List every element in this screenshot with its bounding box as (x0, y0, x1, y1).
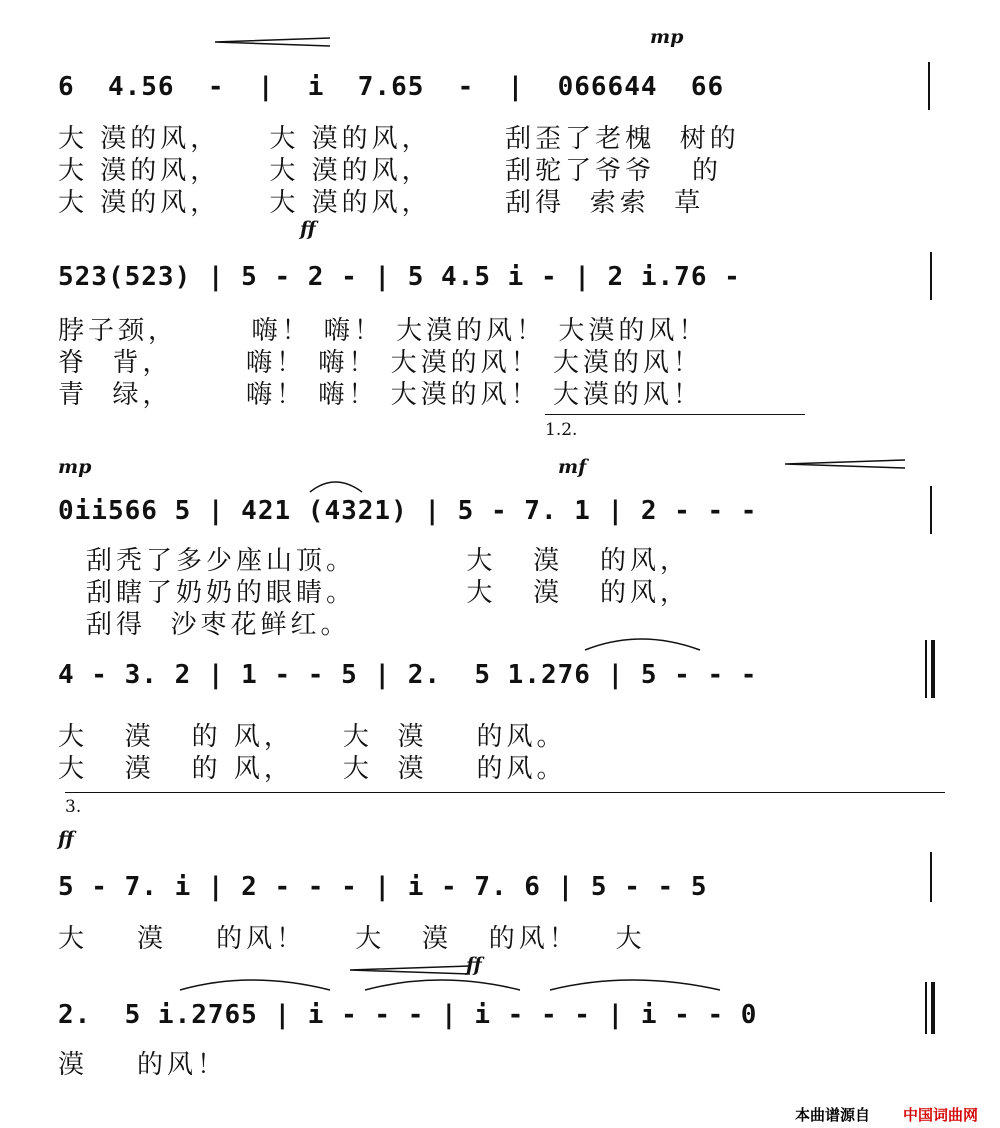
notes-line-4: 4 - 3. 2 | 1 - - 5 | 2. 5 1.276 | 5 - - - (58, 660, 758, 690)
diminuendo-hairpin (215, 38, 330, 46)
dynamic-ff-5: ff (58, 828, 74, 850)
lyric-2-3: 青 绿， 嗨！ 嗨！ 大漠的风！ 大漠的风！ (58, 380, 703, 410)
lyric-4-1: 大 漠 的 风， 大 漠 的风。 (58, 722, 567, 752)
slur (365, 980, 520, 990)
lyric-3-1: 刮秃了多少座山顶。 大 漠 的风， (86, 546, 690, 576)
dynamic-ff-6: ff (466, 954, 482, 976)
dynamic-mf-3: mf (558, 456, 587, 478)
notes-line-3: 0ii566 5 | 421 (4321) | 5 - 7. 1 | 2 - - - (58, 496, 758, 526)
lyric-2-1: 脖子颈， 嗨！ 嗨！ 大漠的风！ 大漠的风！ (58, 316, 709, 346)
footer-source: 本曲谱源自 (795, 1106, 871, 1124)
lyric-1-3: 大 漠的风， 大 漠的风， 刮得 索索 草 (58, 188, 705, 218)
lyric-2-2: 脊 背， 嗨！ 嗨！ 大漠的风！ 大漠的风！ (58, 348, 703, 378)
lyric-3-3: 刮得 沙枣花鲜红。 (86, 610, 351, 640)
dynamic-mp-3: mp (58, 456, 92, 478)
notes-line-6: 2. 5 i.2765 | i - - - | i - - - | i - - 0 (58, 1000, 758, 1030)
footer-site-link[interactable]: 中国词曲网 (903, 1106, 979, 1124)
lyric-3-2: 刮瞎了奶奶的眼睛。 大 漠 的风， (86, 578, 690, 608)
dynamic-ff-2: ff (300, 218, 316, 240)
lyric-1-1: 大 漠的风， 大 漠的风， 刮歪了老槐 树的 (58, 124, 740, 154)
slur (310, 482, 362, 492)
notes-line-1: 6 4.56 - | i 7.65 - | 066644 66 (58, 72, 725, 102)
volta-3: 3. (65, 797, 82, 817)
dynamic-mp-1: mp (650, 26, 684, 48)
lyric-5-1: 大 漠 的风！ 大 漠 的风！ 大 (58, 924, 646, 954)
notes-line-2: 523(523) | 5 - 2 - | 5 4.5 i - | 2 i.76 - (58, 262, 741, 292)
slur (180, 980, 330, 990)
lyric-1-2: 大 漠的风， 大 漠的风， 刮驼了爷爷 的 (58, 156, 722, 186)
diminuendo-hairpin (785, 460, 905, 468)
lyric-4-2: 大 漠 的 风， 大 漠 的风。 (58, 754, 567, 784)
slur (585, 639, 700, 650)
slur (550, 980, 720, 990)
volta-1-2: 1.2. (545, 420, 578, 440)
lyric-6-1: 漠 的风！ (58, 1050, 228, 1080)
notes-line-5: 5 - 7. i | 2 - - - | i - 7. 6 | 5 - - 5 (58, 872, 708, 902)
crescendo-hairpin (350, 966, 470, 974)
